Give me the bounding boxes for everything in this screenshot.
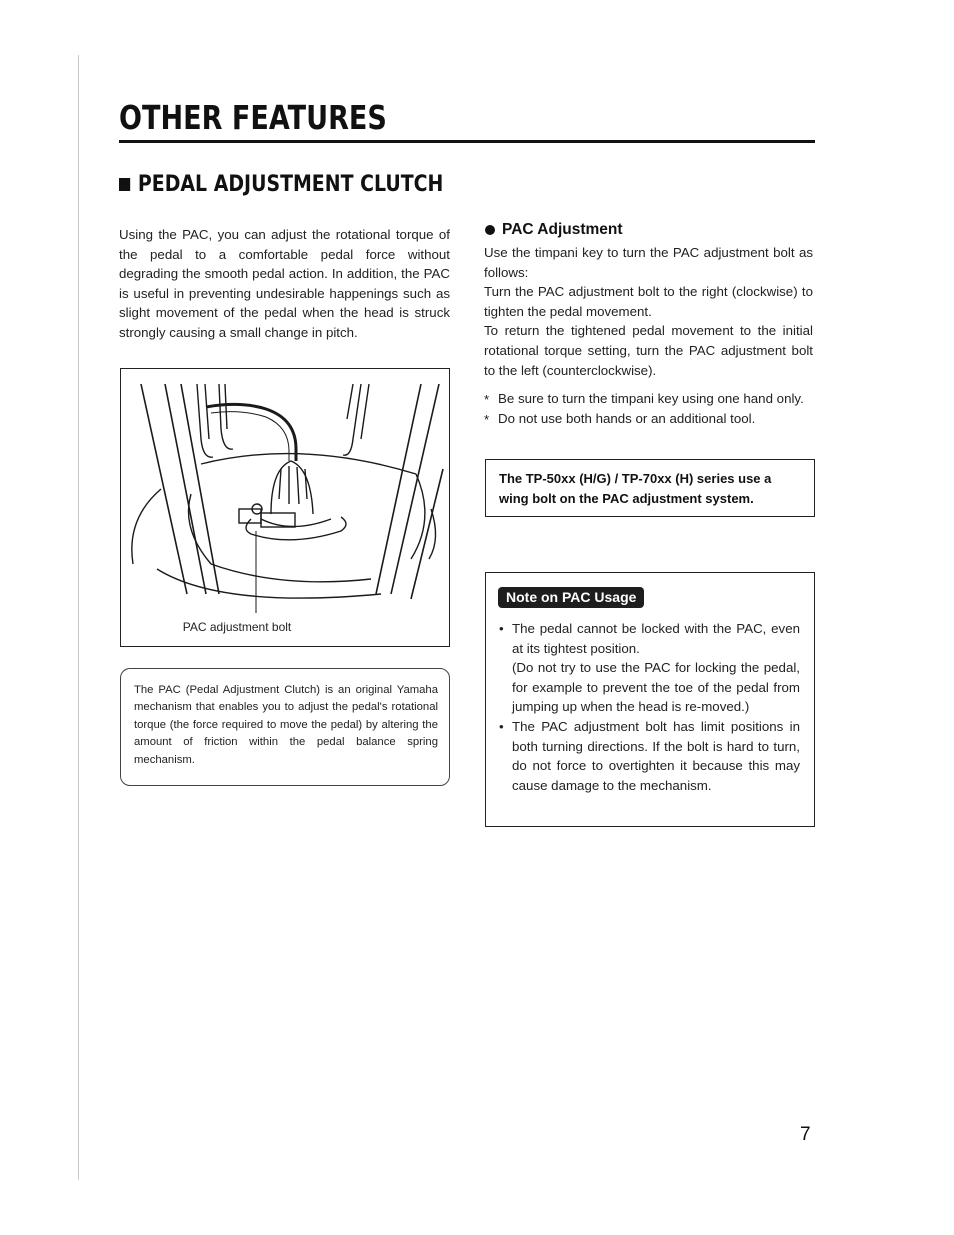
pac-adjustment-heading (485, 221, 623, 239)
usage-note-item: • The pedal cannot be locked with the PAC, even at its tightest position. (498, 619, 800, 658)
usage-note-item: • The PAC adjustment bolt has limit positions in both turning directions. If the bolt is hard to turn, do not force to overtighten it because this may cause damage to the mechanism. (498, 717, 800, 795)
square-bullet-icon (119, 178, 130, 191)
figure-caption: PAC adjustment bolt (182, 620, 292, 634)
note-item: * Do not use both hands or an additional tool. (484, 409, 813, 429)
page-title: OTHER FEATURES (119, 98, 387, 137)
pac-adjustment-heading-text: PAC Adjustment (502, 221, 623, 238)
series-info-text: The TP-50xx (H/G) / TP-70xx (H) series use a wing bolt on the PAC adjustment system. (499, 471, 772, 506)
title-rule (119, 140, 815, 143)
usage-note-box (485, 572, 815, 827)
series-info-box (485, 459, 815, 517)
binding-edge-line (78, 55, 79, 1180)
adjustment-notes (484, 389, 813, 428)
definition-text: The PAC (Pedal Adjustment Clutch) is an original Yamaha mechanism that enables you to adjust the pedal's rotational torque (the force required to move the pedal) by altering the amount of friction within the pedal balance spring mechanism. (134, 684, 438, 766)
intro-paragraph: Using the PAC, you can adjust the rotational torque of the pedal to a comfortable pedal force without degrading the smooth pedal action. In addition, the PAC is useful in preventing undesirable happenings such as slight movement of the pedal when the head is struck strongly causing a small change in pitch. (119, 227, 450, 340)
usage-note-label: Note on PAC Usage (498, 587, 644, 608)
usage-note-list (498, 619, 800, 795)
section-heading-text: PEDAL ADJUSTMENT CLUTCH (137, 172, 444, 197)
definition-box (120, 668, 450, 786)
section-heading (119, 172, 443, 197)
adjustment-paragraph: Turn the PAC adjustment bolt to the right (clockwise) to tighten the pedal movement. (484, 284, 813, 319)
usage-note-subtext: (Do not try to use the PAC for locking the pedal, for example to prevent the toe of the pedal from jumping up when the head is re-moved.) (512, 660, 800, 715)
note-item: * Be sure to turn the timpani key using one hand only. (484, 389, 813, 409)
adjustment-paragraph: Use the timpani key to turn the PAC adjustment bolt as follows: (484, 245, 813, 280)
adjustment-paragraph: To return the tightened pedal movement to the initial rotational torque setting, turn the PAC adjustment bolt to the left (counterclockwise). (484, 323, 813, 378)
figure-box (120, 368, 450, 647)
pac-adjustment-body (484, 243, 813, 380)
timpani-pedal-pac-illustration (121, 369, 449, 646)
page-number: 7 (800, 1124, 811, 1145)
round-bullet-icon (485, 225, 495, 235)
